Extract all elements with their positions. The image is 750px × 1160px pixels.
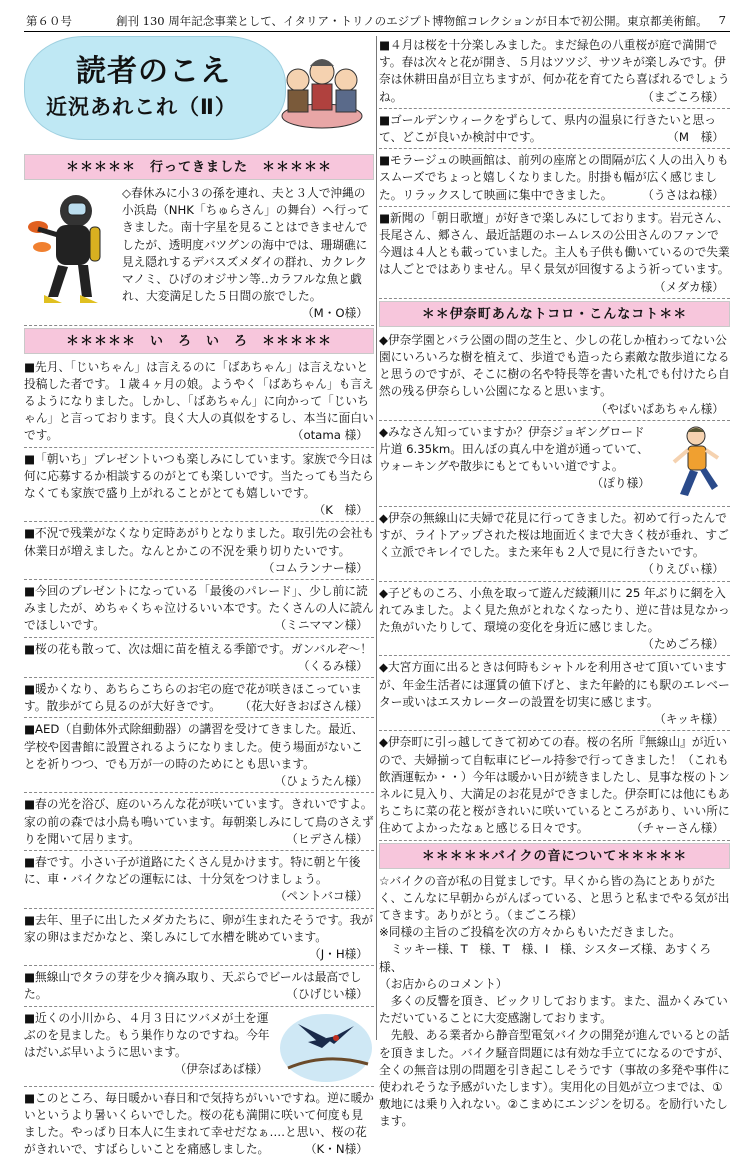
list-item: ■今回のプレゼントになっている「最後のパレード」、少し前に読みましたが、めちゃくちゃ泣けるいい本です。たくさんの人に読んでほしいです。 （ミニママン様） [24,582,374,638]
list-item: ■春の光を浴び、庭のいろんな花が咲いています。きれいですよ。家の前の森では小鳥も鳴いています。毎朝楽しみにして鳥のさえずりを聞いて居ります。 （ヒデさん様） [24,795,374,851]
signature: （ひげじい様） [286,987,368,1002]
trip-item [24,184,374,326]
signature: （伊奈ばあば様） [174,1062,268,1077]
list-item: ■去年、里子に出したメダカたちに、卵が生まれたそうです。我が家の卵はまだかなと、楽しみにして水槽を眺めています。 （J・H様） [24,911,374,967]
page-header [24,10,730,32]
signature: （コムランナー様） [262,560,368,575]
list-item: ■桜の花も散って、次は畑に苗を植える季節です。ガンバルぞ～！ （くるみ様） [24,640,374,678]
list-item: ■AED（自動体外式除細動器）の講習を受けてきました。最近、学校や図書館に設置されるようになりました。使う場面がないことを祈りつつ、でも万が一の時のためにとも思います。 （ひょうたん様） [24,720,374,793]
section-heading-trip: ＊＊＊＊＊ 行ってきました ＊＊＊＊＊ [24,154,374,180]
signature: （K・N様） [304,1142,368,1157]
signature: （ためごろ様） [642,637,724,652]
signature: （やばいばあちゃん様） [595,401,724,416]
signature: （くるみ様） [297,658,368,673]
page-subtitle: 近況あれこれ（Ⅱ） [46,95,237,119]
signature: （J・H様） [309,946,368,961]
right-column [379,36,730,1129]
signature: （うさはね様） [642,187,724,202]
signature: （ぽり様） [591,476,650,491]
trip-text: ◇春休みに小３の孫を連れ、夫と３人で沖縄の小浜島（NHK「ちゅらさん」の舞台）へ行ってきました。南十字星を見ることはできませんでしたが、透明度バツグンの海中では、珊瑚礁に見え隠れするデバスズメダイの群れ、カクレクマノミ、ひげのオジサン等‥カラフルな魚と戯れ、大変満足した５日間の旅でした。 [122,186,370,304]
signature: （otama 様） [291,428,368,443]
section-heading-ina: ＊＊伊奈町あんなトコロ・こんなコト＊＊ [379,301,730,327]
list-item: ◆子どものころ、小魚を取って遊んだ綾瀬川に 25 年ぶりに網を入れてみました。よく見た魚がとれなくなったり、逆に昔は見なかった魚がいたりして、環境の変化を身近に感じました。 （ためごろ様） [379,584,730,657]
signature: （まごころ様） [642,89,724,104]
family-illustration-icon [276,42,368,134]
list-item: ■新聞の「朝日歌壇」が好きで楽しみにしております。岩元さん、長尾さん、郷さん、最近話題のホームレスの公田さんのファンで今週は４人とも載っていました。主人も子供も働いているので失業は人ごとではありません。早く景気が回復するよう祈っています。 （メダカ様） [379,209,730,299]
list-item: ■「朝いち」プレゼントいつも楽しみにしています。家族で今日は何に応募するか相談するのがとても楽しいです。当たっても当たらなくても家族で盛り上がれることがとても嬉しいです。 （K 様） [24,450,374,523]
signature: （ペントバコ様） [274,889,368,904]
list-item: ■先月、「じいちゃん」は言えるのに「ばあちゃん」は言えないと投稿した者です。１歳４ヶ月の娘。ようやく「ばあちゃん」も言えるようになりました。しかし、「ばあちゃん」に向かって「じいちゃん」と言っております。良く大人の真似をするし、本当に面白いです。 （otama 様） [24,358,374,448]
list-item: ◆みなさん知っていますか？伊奈ジョギングロード片道 6.35km。田んぼの真ん中を道が通っていて、ウォーキングや散歩にもとてもいい道ですよ。 （ぽり様） [379,423,730,507]
issue-number: 第６０号 [26,14,72,28]
signature: （ヒデさん様） [286,831,368,846]
signature: （K 様） [313,503,368,518]
section-heading-bike: ＊＊＊＊＊バイクの音について＊＊＊＊＊ [379,843,730,869]
list-item: ■無線山でタラの芽を少々摘み取り、天ぷらでビールは最高でした。 （ひげじい様） [24,968,374,1006]
list-item: ■暖かくなり、あちらこちらのお宅の庭で花が咲きほこっています。散歩がてら見るのが大好きです。 （花大好きおばさん様） [24,680,374,718]
swallow-illustration-icon [278,1012,374,1084]
section-heading-various: ＊＊＊＊＊ い ろ い ろ ＊＊＊＊＊ [24,328,374,354]
list-item: ■春です。小さい子が道路にたくさん見かけます。特に朝と午後に、車・バイクなどの運転には、十分気をつけましょう。 （ペントバコ様） [24,853,374,909]
list-item: ■４月は桜を十分楽しみました。まだ緑色の八重桜が庭で満開です。春は次々と花が開き、５月はツツジ、サツキが楽しみです。伊奈は休耕田畠が目立ちますが、何か花を育てたら喜ばれるでしょうね。 （まごころ様） [379,36,730,109]
signature: （まごころ様） [506,907,583,922]
diver-illustration-icon [24,187,116,305]
signature: （M 様） [667,130,724,145]
signature: （チャーさん様） [630,821,724,836]
comment-paragraph: 先般、ある業者から静音型電気バイクの開発が進んでいるとの話を頂きました。バイク騒音問題には有効な手立てになるのですが、全くの無音は別の問題を引き起こしそうです（事故の多発や事件に使われそうな予感がいたします）。実用化の目処が立つまでは、①敷地には乗り入れない。②こまめにエンジンを切る。を励行いたします。 [379,1028,730,1129]
signature: （花大好きおばさん様） [239,699,368,714]
trip-signature: （M・O様） [301,306,368,321]
title-block [24,36,374,148]
signature: （キッキ様） [654,712,724,727]
list-item: ■不況で残業がなくなり定時あがりとなりました。取引先の会社も休業日が増えました。なんとかこの不況を乗り切りたいです。 （コムランナー様） [24,524,374,580]
page-title: 読者のこえ [76,54,231,89]
list-item: ■モラージュの映画館は、前列の座席との間隔が広く人の出入りもスムーズでちょっと嬉しくなりました。肘掛も幅が広く感じました。リラックスして映画に集中できました。 （うさはね様） [379,151,730,207]
bike-note: ※同様の主旨のご投稿を次の方々からもいただきました。 [379,925,681,940]
header-banner: 創刊 130 周年記念事業として、イタリア・トリノのエジプト博物館コレクションが日本で初公開。東京都美術館。 [116,14,708,28]
signature: （ひょうたん様） [274,774,368,789]
column-divider [376,36,377,1040]
comment-heading: （お店からのコメント） [379,976,508,991]
signature: （メダカ様） [653,279,724,294]
bike-contributors: ミッキー様、T 様、T 様、I 様、シスターズ様、あすくろ様、 [379,942,712,974]
list-item: ◆大宮方面に出るときは何時もシャトルを利用させて頂いていますが、年金生活者には運賃の値下げと、また年齢的にも駅のエレベーター或いはエスカレーターの設置を切実に感じます。 （キッキ様） [379,658,730,731]
signature: （ミニママン様） [274,618,368,633]
list-item: ◆伊奈町に引っ越してきて初めての春。桜の名所『無線山』が近いので、夫婦揃って自転車にビール持参で行ってきました！（これも飲酒運転か・・）今年は暖かい日が続きましたし、見事な桜のトンネルに見入り、大満足のお花見ができました。伊奈町には他にもあちこちに菜の花と桜がきれいに咲いているところがあり、いい所に住めてよかったなぁと感じる日々です。 （チャーさん様） [379,733,730,840]
list-item: ■このところ、毎日暖かい春日和で気持ちがいいですね。逆に暖かいというより暑いくらいでした。桜の花も満開に咲いて何度も見ました。やっぱり日本人に生まれて幸せだなぁ‥‥と思い、桜の花がきれいで、すばらしいことを痛感しました。 （K・N様） [24,1089,374,1160]
page-number: 7 [718,13,726,27]
jogger-illustration-icon [660,424,730,504]
list-item: ◆伊奈の無線山に夫婦で花見に行ってきました。初めて行ったんですが、ライトアップされた桜は地面近くまで大きく枝が垂れ、すごく立派でキレイでした。また来年も２人で見に行きたいです。 （りえぴぃ様） [379,509,730,582]
signature: （りえぴぃ様） [642,562,724,577]
list-item: ■近くの小川から、４月３日にツバメが土を運ぶのを見ました。もう巣作りなのですね。今年はだいぶ早いように思います。 （伊奈ばあば様） [24,1009,374,1087]
left-column [24,36,374,1157]
bike-item: ☆バイクの音が私の目覚ましです。早くから皆の為にとありがたく、こんなに早朝からがんばっている、と思うと私までやる気が出てきます。ありがとう。（まごころ様） [379,873,730,922]
comment-paragraph: 多くの反響を頂き、ビックリしております。また、温かくみていただいていることに大変感謝しております。 [379,993,728,1026]
list-item: ■ゴールデンウィークをずらして、県内の温泉に行きたいと思って、どこが良いか検討中です。 （M 様） [379,111,730,149]
list-item: ◆伊奈学園とバラ公園の間の芝生と、少しの花しか植わってない公園にいろいろな樹を植えて、歩道でも造ったら素敵な散歩道になると思うのですが、そこに樹の名や特長等を書いた札でも付けたら自然の残る伊奈らしい公園になると思います。 （やばいばあちゃん様） [379,331,730,421]
